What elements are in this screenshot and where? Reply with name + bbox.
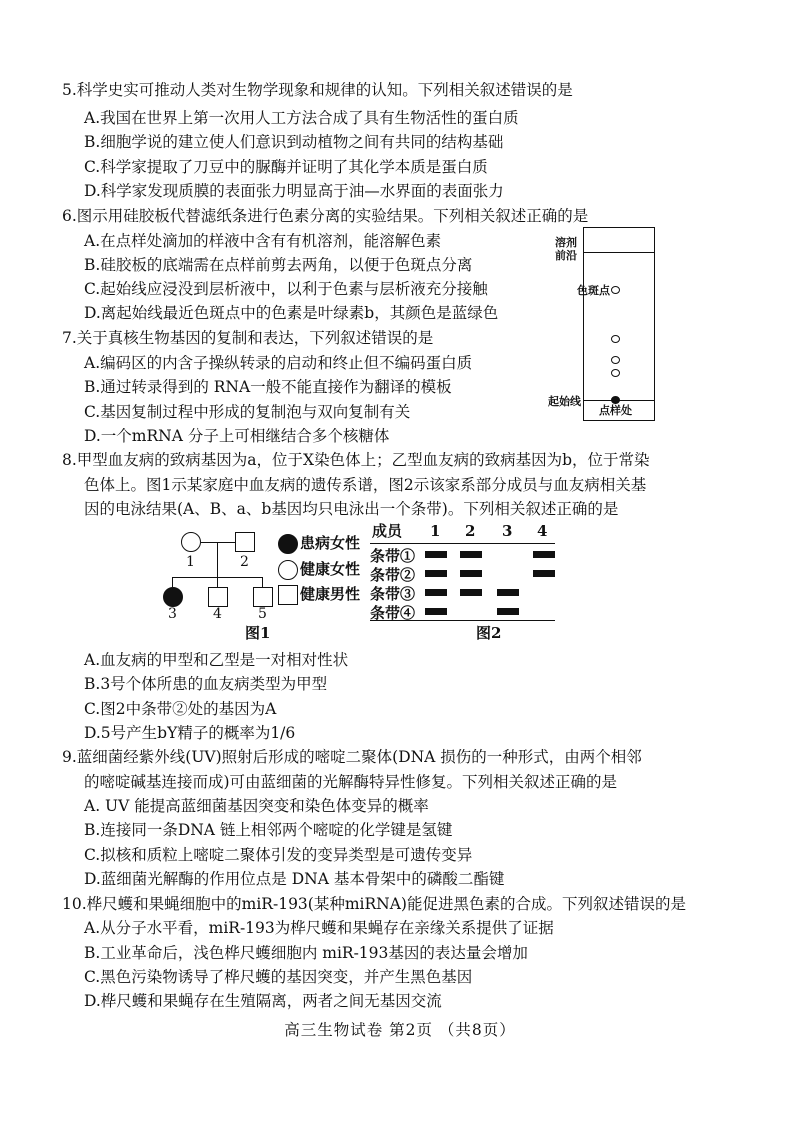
start-line-label: 起始线 (548, 395, 581, 408)
figure-2-caption: 图2 (476, 624, 502, 642)
legend-healthy-female: 健康女性 (300, 560, 361, 578)
pigment-spot-1 (611, 286, 620, 294)
q5-option-c: C.科学家提取了刀豆中的脲酶并证明了其化学本质是蛋白质 (84, 158, 488, 176)
q9-option-b: B.连接同一条DNA 链上相邻两个嘧啶的化学键是氢键 (84, 821, 453, 839)
pigment-spot-4 (611, 369, 620, 377)
member-5-healthy-male (253, 587, 273, 607)
gel-band-row4-member1 (425, 608, 447, 615)
gel-band-row1-member4 (533, 551, 555, 558)
gel-bottom-rule (370, 620, 555, 621)
member-3-affected-female (163, 587, 183, 607)
member-1-healthy-female (181, 532, 201, 552)
gel-band-row2-member1 (425, 570, 447, 577)
q10-option-c: C.黑色污染物诱导了桦尺蠖的基因突变，并产生黑色基因 (84, 968, 473, 986)
descent-line (217, 542, 218, 578)
q8-stem-line-3: 因的电泳结果(A、B、a、b基因均只电泳出一个条带)。下列相关叙述正确的是 (84, 500, 619, 518)
sample-label: 点样处 (599, 404, 632, 417)
gel-col-4: 4 (537, 522, 548, 540)
gel-row-1: 条带① (370, 547, 416, 565)
gel-col-3: 3 (502, 522, 513, 540)
gel-band-row3-member3 (497, 589, 519, 596)
q6-option-d: D.离起始线最近色斑点中的色素是叶绿素b，其颜色是蓝绿色 (84, 304, 499, 322)
q6-option-c: C.起始线应浸没到层析液中，以利于色素与层析液充分接触 (84, 280, 488, 298)
q5-option-b: B.细胞学说的建立使人们意识到动植物之间有共同的结构基础 (84, 133, 504, 151)
start-line (584, 400, 654, 401)
gel-row-3: 条带③ (370, 585, 416, 603)
solvent-front-label-2: 前沿 (555, 249, 577, 262)
legend-healthy-male-symbol (278, 585, 298, 605)
child-3-line (172, 577, 173, 587)
q7-option-d: D.一个mRNA 分子上可相继结合多个核糖体 (84, 427, 390, 445)
q5-option-d: D.科学家发现质膜的表面张力明显高于油—水界面的表面张力 (84, 182, 504, 200)
q10-stem: 10.桦尺蠖和果蝇细胞中的miR-193(某种miRNA)能促进黑色素的合成。下列叙述错误的是 (62, 895, 686, 913)
q9-option-a: A. UV 能提高蓝细菌基因突变和染色体变异的概率 (84, 797, 429, 815)
gel-band-row3-member2 (460, 589, 482, 596)
q5-option-a: A.我国在世界上第一次用人工方法合成了具有生物活性的蛋白质 (84, 109, 519, 127)
legend-healthy-male: 健康男性 (300, 585, 361, 603)
member-4-number: 4 (213, 606, 222, 622)
member-2-number: 2 (240, 554, 249, 570)
q9-stem-line-1: 9.蓝细菌经紫外线(UV)照射后形成的嘧啶二聚体(DNA 损伤的一种形式，由两个相邻 (62, 748, 642, 766)
q7-option-a: A.编码区的内含子操纵转录的启动和终止但不编码蛋白质 (84, 354, 473, 372)
gel-band-row3-member1 (425, 589, 447, 596)
gel-band-row1-member2 (460, 551, 482, 558)
q9-option-d: D.蓝细菌光解酶的作用位点是 DNA 基本骨架中的磷酸二酯键 (84, 870, 505, 888)
q8-option-b: B.3号个体所患的血友病类型为甲型 (84, 675, 328, 693)
member-4-healthy-male (208, 587, 228, 607)
legend-healthy-female-symbol (278, 560, 298, 580)
q6-option-a: A.在点样处滴加的样液中含有有机溶剂，能溶解色素 (84, 232, 442, 250)
q7-option-b: B.通过转录得到的 RNA一般不能直接作为翻译的模板 (84, 378, 452, 396)
q7-option-c: C.基因复制过程中形成的复制泡与双向复制有关 (84, 403, 411, 421)
gel-col-1: 1 (430, 522, 441, 540)
q9-stem-line-2: 的嘧啶碱基连接而成)可由蓝细菌的光解酶特异性修复。下列相关叙述正确的是 (84, 773, 618, 791)
q10-option-b: B.工业革命后，浅色桦尺蠖细胞内 miR-193基因的表达量会增加 (84, 944, 528, 962)
gel-col-2: 2 (465, 522, 476, 540)
q9-option-c: C.拟核和质粒上嘧啶二聚体引发的变异类型是可遗传变异 (84, 846, 473, 864)
gel-row-4: 条带④ (370, 604, 416, 622)
member-3-number: 3 (168, 606, 177, 622)
gel-row-2: 条带② (370, 566, 416, 584)
child-5-line (262, 577, 263, 587)
member-1-number: 1 (186, 554, 195, 570)
marriage-line (201, 542, 235, 543)
q8-option-c: C.图2中条带②处的基因为A (84, 700, 277, 718)
page-footer: 高三生物试卷 第2页 （共8页） (284, 1021, 516, 1039)
gel-band-row1-member1 (425, 551, 447, 558)
q8-stem-line-1: 8.甲型血友病的致病基因为a，位于X染色体上；乙型血友病的致病基因为b，位于常染 (62, 451, 650, 469)
member-2-healthy-male (235, 532, 255, 552)
q10-option-d: D.桦尺蠖和果蝇存在生殖隔离，两者之间无基因交流 (84, 992, 442, 1010)
pigment-spot-2 (611, 335, 620, 343)
q6-option-b: B.硅胶板的底端需在点样前剪去两角，以便于色斑点分离 (84, 256, 473, 274)
spot-label: 色斑点 (577, 284, 610, 297)
figure-1-caption: 图1 (245, 624, 271, 642)
q10-option-a: A.从分子水平看，miR-193为桦尺蠖和果蝇存在亲缘关系提供了证据 (84, 919, 554, 937)
q8-option-a: A.血友病的甲型和乙型是一对相对性状 (84, 651, 349, 669)
q6-stem: 6.图示用硅胶板代替滤纸条进行色素分离的实验结果。下列相关叙述正确的是 (62, 207, 589, 225)
q7-stem: 7.关于真核生物基因的复制和表达，下列叙述错误的是 (62, 329, 434, 347)
child-4-line (217, 577, 218, 587)
silica-gel-plate (583, 227, 655, 421)
q8-stem-line-2: 色体上。图1示某家庭中血友病的遗传系谱，图2示该家系部分成员与血友病相关基 (84, 476, 647, 494)
gel-header-member: 成员 (372, 522, 403, 540)
gel-top-rule (370, 543, 555, 544)
gel-band-row2-member2 (460, 570, 482, 577)
legend-affected-female: 患病女性 (300, 534, 361, 552)
member-5-number: 5 (258, 606, 267, 622)
legend-affected-female-symbol (278, 534, 298, 554)
gel-band-row2-member4 (533, 570, 555, 577)
q8-option-d: D.5号产生bY精子的概率为1/6 (84, 724, 296, 742)
solvent-front-line (584, 252, 654, 253)
q5-stem: 5.科学史实可推动人类对生物学现象和规律的认知。下列相关叙述错误的是 (62, 81, 573, 99)
pigment-spot-3 (611, 356, 620, 364)
solvent-front-label-1: 溶剂 (555, 236, 577, 249)
gel-band-row4-member3 (497, 608, 519, 615)
